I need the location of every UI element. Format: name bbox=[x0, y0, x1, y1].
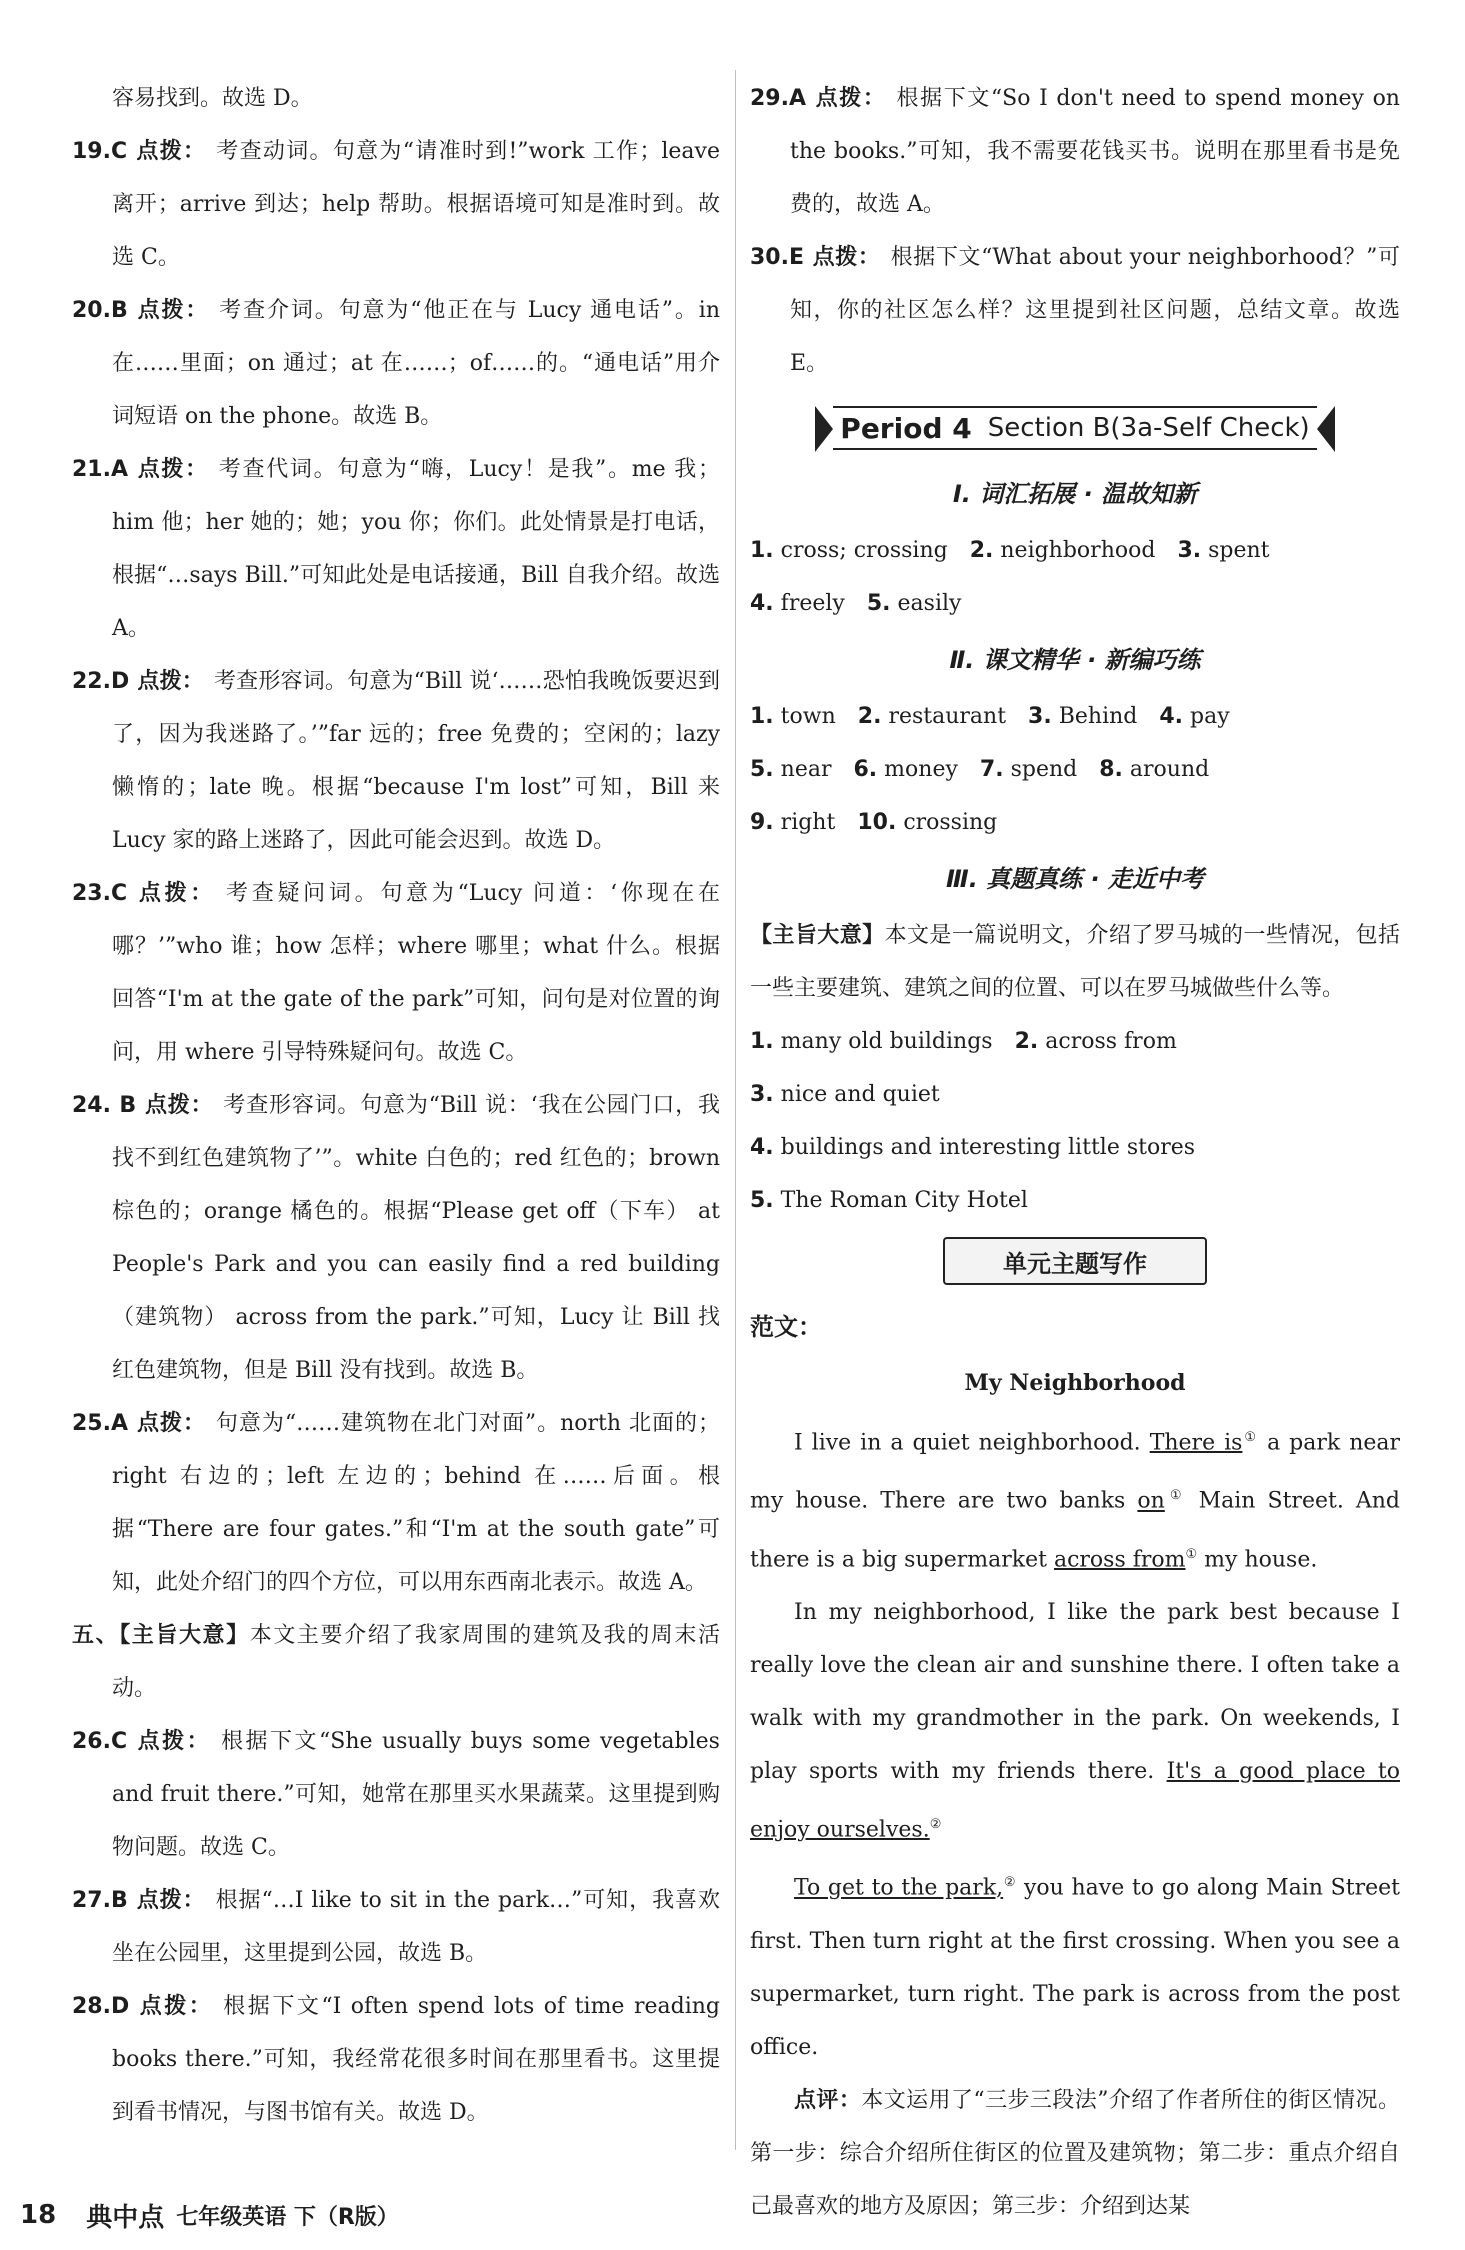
answer-entry bbox=[1028, 704, 1137, 729]
answer-number: 20.B bbox=[72, 298, 128, 323]
page-footer bbox=[20, 2195, 399, 2235]
entry-text: spend bbox=[1010, 757, 1078, 782]
entry-text: town bbox=[780, 704, 836, 729]
footnote-mark: ① bbox=[1164, 1488, 1187, 1504]
entry-number: 5. bbox=[866, 591, 891, 616]
entry-number: 5. bbox=[750, 757, 774, 782]
footnote-mark: ① bbox=[1185, 1546, 1198, 1562]
answer-number: 23.C bbox=[72, 881, 128, 906]
answer-entry bbox=[750, 704, 836, 729]
page-number: 18 bbox=[20, 2200, 57, 2230]
answer-item bbox=[72, 1079, 720, 1397]
answer-line bbox=[750, 743, 1400, 796]
hint-label: 点拨： bbox=[135, 881, 217, 906]
answer-line bbox=[750, 1068, 1400, 1121]
answer-number: 30.E bbox=[750, 245, 805, 270]
answer-line bbox=[750, 1015, 1400, 1068]
entry-number: 2. bbox=[1014, 1029, 1039, 1054]
explanation-text: 考查形容词。句意为“Bill 说：‘我在公园门口，我找不到红色建筑物了’”。white 白色的；red 红色的；brown 棕色的；orange 橘色的。根据“Please get off（下车） at People's Park and you can easily find a red building（建筑物） across from the park.”可知，Lucy 让 Bill 找红色建筑物，但是 Bill 没有找到。故选 B。 bbox=[112, 1093, 720, 1383]
entry-number: 2. bbox=[857, 704, 882, 729]
heading-right-arrow bbox=[1317, 406, 1335, 452]
essay-underline: on bbox=[1137, 1488, 1165, 1514]
entry-number: 5. bbox=[750, 1188, 774, 1213]
comment-text: 本文运用了“三步三段法”介绍了作者所住的街区情况。第一步：综合介绍所住街区的位置及建筑物；第二步：重点介绍自己最喜欢的地方及原因；第三步：介绍到达某 bbox=[750, 2087, 1400, 2219]
period-heading bbox=[815, 406, 1335, 450]
continued-text: 容易找到。故选 D。 bbox=[112, 86, 313, 111]
answer-number: 26.C bbox=[72, 1729, 128, 1754]
essay-underline: To get to the park, bbox=[794, 1875, 1004, 1901]
entry-text: crossing bbox=[903, 810, 998, 835]
main-idea-text: 本文主要介绍了我家周围的建筑及我的周末活动。 bbox=[112, 1623, 720, 1701]
answer-entry bbox=[750, 1135, 1195, 1160]
entry-text: nice and quiet bbox=[780, 1082, 940, 1107]
answer-entry bbox=[1015, 1029, 1177, 1054]
answer-line bbox=[750, 577, 1400, 630]
answer-entry bbox=[750, 757, 832, 782]
explanation-text: 考查代词。句意为“嗨，Lucy！是我”。me 我；him 他；her 她的；她；you 你；你们。此处情景是打电话，根据“…says Bill.”可知此处是电话接通，Bill 自我介绍。故选 A。 bbox=[112, 457, 720, 641]
right-answer-list bbox=[750, 72, 1400, 390]
hint-label: 点拨： bbox=[137, 1994, 214, 2019]
entry-number: 7. bbox=[979, 757, 1004, 782]
entry-number: 8. bbox=[1099, 757, 1123, 782]
essay-paragraph-2: In my neighborhood, I like the park best because I really love the clean air and sunshine there. I often take a walk with my grandmother in the park. On weekends, I play sports with my friends there. It's a good place to enjoy ourselves.② bbox=[750, 1599, 1400, 1843]
essay-paragraph-3: To get to the park,② you have to go along Main Street first. Then turn right at the first crossing. When you see a supermarket, turn right. The park is across from the post office. bbox=[750, 1875, 1400, 2060]
answer-line bbox=[750, 1174, 1400, 1227]
entry-text: The Roman City Hotel bbox=[780, 1188, 1028, 1213]
answer-entry bbox=[750, 810, 835, 835]
entry-text: right bbox=[780, 810, 836, 835]
entry-text: restaurant bbox=[888, 704, 1007, 729]
explanation-text: 根据下文“I often spend lots of time reading books there.”可知，我经常花很多时间在那里看书。这里提到看书情况，与图书馆有关。故选 D。 bbox=[112, 1994, 720, 2125]
text-answers bbox=[750, 690, 1400, 849]
essay-title: My Neighborhood bbox=[964, 1370, 1186, 1396]
entry-number: 2. bbox=[969, 538, 994, 563]
footnote-mark: ② bbox=[1003, 1875, 1017, 1891]
entry-text: many old buildings bbox=[780, 1029, 993, 1054]
sample-label: 范文： bbox=[750, 1313, 822, 1341]
explanation-text: 考查形容词。句意为“Bill 说‘……恐怕我晚饭要迟到了，因为我迷路了。’”far 远的；free 免费的；空闲的；lazy 懒惰的；late 晚。根据“because I'm lost”可知，Bill 来 Lucy 家的路上迷路了，因此可能会迟到。故选 D。 bbox=[112, 669, 720, 853]
answer-entry bbox=[1099, 757, 1209, 782]
essay-underline: There is bbox=[1149, 1430, 1243, 1456]
left-column bbox=[72, 72, 720, 2139]
comment-label: 点评： bbox=[794, 2087, 862, 2113]
entry-number: 3. bbox=[1028, 704, 1052, 729]
comment-paragraph bbox=[750, 2074, 1400, 2233]
answer-entry bbox=[750, 1082, 940, 1107]
entry-text: buildings and interesting little stores bbox=[780, 1135, 1196, 1160]
entry-number: 1. bbox=[750, 704, 774, 729]
explanation-text: 根据下文“So I don't need to spend money on the books.”可知，我不需要花钱买书。说明在那里看书是免费的，故选 A。 bbox=[790, 86, 1400, 217]
answer-entry bbox=[1159, 704, 1229, 729]
hint-label: 点拨： bbox=[814, 86, 887, 111]
answer-entry bbox=[750, 1188, 1028, 1213]
entry-text: cross; crossing bbox=[780, 538, 948, 563]
answer-entry bbox=[980, 757, 1077, 782]
entry-number: 3. bbox=[1177, 538, 1202, 563]
answer-entry bbox=[750, 1029, 993, 1054]
left-answer-list-2 bbox=[72, 1715, 720, 2139]
answer-item bbox=[72, 1397, 720, 1609]
period-label: Period 4 bbox=[840, 411, 972, 445]
entry-text: Behind bbox=[1058, 704, 1138, 729]
hint-label: 点拨： bbox=[136, 1411, 206, 1436]
heading-left-arrow bbox=[815, 406, 833, 452]
answer-number: 29.A bbox=[750, 86, 806, 111]
section-label: Section B(3a-Self Check) bbox=[987, 413, 1310, 443]
answer-number: 21.A bbox=[72, 457, 128, 482]
answer-entry bbox=[1177, 538, 1269, 563]
reading-answers bbox=[750, 1015, 1400, 1227]
vocabulary-answers bbox=[750, 524, 1400, 630]
entry-number: 1. bbox=[750, 538, 774, 563]
hint-label: 点拨： bbox=[137, 669, 204, 694]
brand-logo: 典中点 bbox=[86, 2202, 165, 2233]
entry-text: freely bbox=[780, 591, 845, 616]
answer-number: 24. B bbox=[72, 1093, 137, 1118]
section-five bbox=[72, 1609, 720, 1715]
answer-item bbox=[750, 72, 1400, 231]
answer-line bbox=[750, 524, 1400, 577]
answer-number: 22.D bbox=[72, 669, 130, 694]
entry-text: across from bbox=[1045, 1029, 1177, 1054]
entry-number: 4. bbox=[750, 1135, 774, 1160]
hint-label: 点拨： bbox=[136, 457, 209, 482]
footnote-mark: ② bbox=[929, 1816, 942, 1832]
explanation-text: 考查介词。句意为“他正在与 Lucy 通电话”。in 在……里面；on 通过；at 在……；of……的。“通电话”用介词短语 on the phone。故选 B。 bbox=[112, 298, 720, 429]
explanation-text: 考查疑问词。句意为“Lucy 问道：‘你现在在哪？’”who 谁；how 怎样；where 哪里；what 什么。根据回答“I'm at the gate of the park”可知，问句是对位置的询问，用 where 引导特殊疑问句。故选 C。 bbox=[112, 881, 720, 1065]
explanation-text: 根据下文“She usually buys some vegetables and fruit there.”可知，她常在那里买水果蔬菜。这里提到购物问题。故选 C。 bbox=[112, 1729, 720, 1860]
column-divider bbox=[735, 70, 736, 2150]
subheading-vocabulary: Ⅰ. 词汇拓展 · 温故知新 bbox=[952, 480, 1198, 508]
essay-paragraph-1: I live in a quiet neighborhood. There is① a park near my house. There are two banks on① Main Street. And there is a big supermarket across from① my house. bbox=[750, 1430, 1401, 1572]
section-number: 五、 bbox=[72, 1623, 120, 1648]
answer-line bbox=[750, 1121, 1400, 1174]
answer-entry bbox=[970, 538, 1156, 563]
main-idea-label: 【主旨大意】 bbox=[750, 923, 885, 948]
explanation-text: 考查动词。句意为“请准时到!”work 工作；leave 离开；arrive 到达；help 帮助。根据语境可知是准时到。故选 C。 bbox=[112, 139, 720, 270]
answer-entry bbox=[750, 591, 845, 616]
entry-text: around bbox=[1129, 757, 1210, 782]
entry-number: 3. bbox=[750, 1082, 774, 1107]
subheading-exam: Ⅲ. 真题真练 · 走近中考 bbox=[946, 865, 1204, 893]
hint-label: 点拨： bbox=[135, 1729, 212, 1754]
answer-entry bbox=[857, 810, 997, 835]
left-answer-list bbox=[72, 125, 720, 1609]
entry-text: spent bbox=[1208, 538, 1270, 563]
explanation-text: 句意为“……建筑物在北门对面”。north 北面的；right 右边的；left 左边的；behind 在……后面。根据“There are four gates.”和“I'm at the south gate”可知，此处介绍门的四个方位，可以用东西南北表示。故选 A。 bbox=[112, 1411, 720, 1595]
answer-item bbox=[72, 1715, 720, 1874]
answer-item bbox=[72, 655, 720, 867]
answer-number: 25.A bbox=[72, 1411, 128, 1436]
answer-item bbox=[72, 1874, 720, 1980]
answer-item bbox=[72, 867, 720, 1079]
entry-text: money bbox=[884, 757, 958, 782]
entry-number: 1. bbox=[750, 1029, 774, 1054]
subheading-text: Ⅱ. 课文精华 · 新编巧练 bbox=[949, 646, 1201, 674]
hint-label: 点拨： bbox=[135, 298, 210, 323]
answer-entry bbox=[858, 704, 1006, 729]
essay-underline: across from bbox=[1053, 1546, 1186, 1572]
entry-text: pay bbox=[1190, 704, 1230, 729]
unit-writing-heading: 单元主题写作 bbox=[943, 1237, 1207, 1285]
answer-line bbox=[750, 690, 1400, 743]
essay-body bbox=[750, 1411, 1400, 2074]
entry-text: near bbox=[780, 757, 832, 782]
answer-item bbox=[750, 231, 1400, 390]
entry-number: 4. bbox=[1159, 704, 1184, 729]
answer-item bbox=[72, 284, 720, 443]
answer-number: 28.D bbox=[72, 1994, 130, 2019]
entry-text: neighborhood bbox=[1000, 538, 1156, 563]
entry-number: 10. bbox=[857, 810, 897, 835]
main-idea-text: 本文是一篇说明文，介绍了罗马城的一些情况，包括一些主要建筑、建筑之间的位置、可以在罗马城做些什么等。 bbox=[750, 923, 1400, 1001]
hint-label: 点拨： bbox=[144, 1093, 214, 1118]
main-idea-paragraph bbox=[750, 909, 1400, 1015]
answer-entry bbox=[750, 538, 948, 563]
answer-item bbox=[72, 125, 720, 284]
essay-underline: It's a good place to enjoy ourselves. bbox=[750, 1758, 1400, 1843]
answer-entry bbox=[867, 591, 962, 616]
entry-number: 9. bbox=[750, 810, 774, 835]
main-idea-label: 【主旨大意】 bbox=[119, 1623, 250, 1648]
entry-text: easily bbox=[897, 591, 962, 616]
explanation-text: 根据下文“What about your neighborhood？”可知，你的社区怎么样？这里提到社区问题，总结文章。故选 E。 bbox=[790, 245, 1400, 376]
explanation-text: 根据“…I like to sit in the park…”可知，我喜欢坐在公园里，这里提到公园，故选 B。 bbox=[112, 1888, 720, 1966]
answer-entry bbox=[854, 757, 958, 782]
answer-item bbox=[72, 1980, 720, 2139]
entry-number: 6. bbox=[853, 757, 878, 782]
hint-label: 点拨： bbox=[812, 245, 881, 270]
footnote-mark: ① bbox=[1242, 1430, 1259, 1445]
answer-line bbox=[750, 796, 1400, 849]
answer-number: 27.B bbox=[72, 1888, 128, 1913]
book-title: 七年级英语 下（R版） bbox=[176, 2204, 399, 2230]
answer-number: 19.C bbox=[72, 139, 128, 164]
hint-label: 点拨： bbox=[135, 139, 207, 164]
right-column bbox=[750, 72, 1400, 2233]
entry-number: 4. bbox=[750, 591, 774, 616]
hint-label: 点拨： bbox=[135, 1888, 206, 1913]
answer-item bbox=[72, 443, 720, 655]
